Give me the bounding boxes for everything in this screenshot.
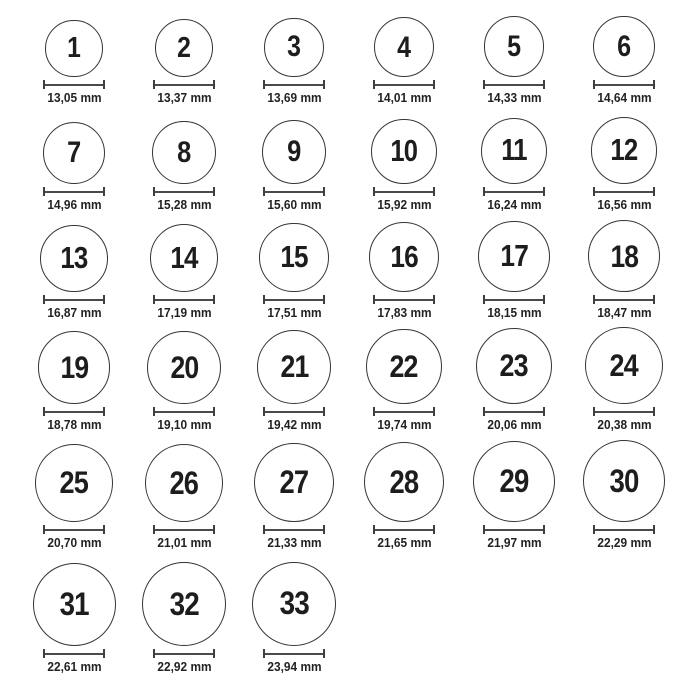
diameter-label: 19,10 mm	[156, 418, 212, 433]
ring-size-item	[349, 17, 459, 106]
ring-circle	[478, 221, 549, 292]
ring-size-item	[129, 121, 239, 213]
diameter-label: 22,61 mm	[46, 660, 102, 675]
ring-size-item	[239, 443, 349, 551]
diameter-measure-line	[593, 295, 655, 304]
ring-size-item	[569, 440, 679, 551]
size-row	[19, 106, 679, 213]
diameter-measure-line	[593, 80, 655, 89]
ring-size-number: 24	[609, 346, 639, 383]
ring-circle	[366, 329, 441, 404]
measure-bar	[265, 84, 323, 86]
diameter-label: 17,51 mm	[266, 306, 322, 321]
ring-size-number: 29	[499, 463, 529, 500]
diameter-measure-line	[263, 295, 325, 304]
measure-bar	[265, 653, 323, 655]
diameter-measure-line	[43, 407, 105, 416]
measure-bar	[485, 529, 543, 531]
ring-size-item	[459, 118, 569, 213]
diameter-label: 23,94 mm	[266, 660, 322, 675]
diameter-label: 22,29 mm	[596, 536, 652, 551]
ring-size-item	[129, 224, 239, 321]
size-row	[19, 213, 679, 321]
ring-size-number: 13	[60, 241, 88, 276]
ring-size-number: 28	[389, 463, 419, 500]
ring-size-item	[129, 331, 239, 433]
ring-circle	[585, 327, 662, 404]
ring-size-number: 19	[60, 350, 88, 386]
measure-bar	[375, 191, 433, 193]
size-row	[19, 551, 679, 675]
ring-circle	[38, 331, 111, 404]
diameter-label: 17,19 mm	[156, 306, 212, 321]
ring-circle	[35, 444, 113, 522]
ring-circle	[374, 17, 434, 77]
ring-size-number: 22	[389, 347, 419, 384]
ring-circle	[481, 118, 547, 184]
ring-size-item	[569, 16, 679, 107]
size-row	[19, 321, 679, 433]
ring-circle	[583, 440, 665, 522]
diameter-measure-line	[263, 407, 325, 416]
ring-size-number: 10	[390, 134, 418, 168]
ring-circle	[473, 441, 554, 522]
ring-size-item	[129, 19, 239, 106]
diameter-label: 14,64 mm	[596, 91, 652, 106]
ring-size-item	[349, 442, 459, 551]
diameter-measure-line	[483, 80, 545, 89]
ring-circle	[147, 331, 221, 405]
ring-size-number: 18	[610, 238, 638, 274]
diameter-label: 19,74 mm	[376, 418, 432, 433]
ring-size-number: 7	[67, 136, 81, 170]
ring-size-item	[239, 562, 349, 675]
measure-bar	[45, 653, 103, 655]
ring-size-item	[459, 328, 569, 433]
ring-circle	[155, 19, 213, 77]
measure-bar	[265, 299, 323, 301]
diameter-measure-line	[263, 80, 325, 89]
size-row	[19, 433, 679, 551]
ring-size-number: 32	[169, 584, 199, 622]
ring-size-item	[239, 120, 349, 213]
diameter-measure-line	[153, 80, 215, 89]
ring-size-number: 17	[500, 238, 528, 274]
diameter-measure-line	[483, 187, 545, 196]
ring-circle	[152, 121, 215, 184]
measure-bar	[45, 411, 103, 413]
ring-size-number: 21	[280, 349, 308, 385]
ring-circle	[369, 222, 439, 292]
diameter-label: 15,60 mm	[266, 198, 322, 213]
diameter-measure-line	[483, 525, 545, 534]
diameter-label: 13,69 mm	[266, 91, 322, 106]
diameter-measure-line	[43, 295, 105, 304]
diameter-measure-line	[373, 80, 435, 89]
measure-bar	[375, 411, 433, 413]
ring-circle	[145, 444, 224, 523]
diameter-measure-line	[373, 187, 435, 196]
diameter-label: 20,06 mm	[486, 418, 542, 433]
ring-size-number: 14	[170, 240, 198, 275]
diameter-measure-line	[153, 187, 215, 196]
ring-size-item	[19, 444, 129, 551]
diameter-measure-line	[153, 295, 215, 304]
ring-size-item	[19, 122, 129, 213]
diameter-measure-line	[153, 407, 215, 416]
diameter-label: 14,33 mm	[486, 91, 542, 106]
measure-bar	[595, 191, 653, 193]
ring-size-item	[239, 330, 349, 433]
measure-bar	[485, 191, 543, 193]
diameter-measure-line	[373, 407, 435, 416]
diameter-measure-line	[43, 187, 105, 196]
diameter-measure-line	[483, 407, 545, 416]
ring-size-item	[19, 20, 129, 106]
measure-bar	[485, 84, 543, 86]
diameter-measure-line	[263, 525, 325, 534]
measure-bar	[45, 529, 103, 531]
ring-size-number: 31	[59, 585, 89, 623]
diameter-measure-line	[593, 525, 655, 534]
diameter-measure-line	[373, 295, 435, 304]
measure-bar	[265, 529, 323, 531]
measure-bar	[375, 529, 433, 531]
ring-size-item	[459, 16, 569, 106]
diameter-measure-line	[483, 295, 545, 304]
measure-bar	[595, 529, 653, 531]
ring-circle	[262, 120, 326, 184]
diameter-label: 21,01 mm	[156, 536, 212, 551]
diameter-label: 22,92 mm	[156, 660, 212, 675]
ring-size-item	[239, 18, 349, 106]
ring-circle	[43, 122, 106, 185]
measure-bar	[155, 191, 213, 193]
size-row	[19, 0, 679, 106]
diameter-label: 21,65 mm	[376, 536, 432, 551]
diameter-measure-line	[43, 649, 105, 658]
ring-size-item	[19, 563, 129, 675]
diameter-measure-line	[263, 187, 325, 196]
measure-bar	[45, 191, 103, 193]
measure-bar	[45, 299, 103, 301]
diameter-label: 18,78 mm	[46, 418, 102, 433]
ring-circle	[593, 16, 655, 78]
ring-size-item	[129, 562, 239, 675]
diameter-measure-line	[263, 649, 325, 658]
diameter-label: 20,70 mm	[46, 536, 102, 551]
measure-bar	[595, 299, 653, 301]
diameter-label: 20,38 mm	[596, 418, 652, 433]
ring-circle	[150, 224, 219, 293]
diameter-label: 15,28 mm	[156, 198, 212, 213]
ring-size-number: 11	[501, 134, 527, 168]
diameter-label: 19,42 mm	[266, 418, 322, 433]
ring-size-number: 30	[609, 462, 639, 499]
ring-size-number: 16	[390, 238, 418, 274]
ring-circle	[259, 223, 328, 292]
ring-circle	[591, 117, 658, 184]
ring-size-item	[129, 444, 239, 552]
diameter-label: 15,92 mm	[376, 198, 432, 213]
ring-size-item	[569, 327, 679, 433]
ring-size-number: 25	[59, 464, 89, 501]
measure-bar	[485, 411, 543, 413]
ring-size-item	[459, 441, 569, 551]
ring-circle	[142, 562, 226, 646]
ring-size-item	[19, 225, 129, 321]
ring-size-number: 4	[397, 30, 411, 64]
ring-circle	[476, 328, 552, 404]
ring-size-item	[569, 117, 679, 213]
ring-size-item	[239, 223, 349, 321]
diameter-label: 13,37 mm	[156, 91, 212, 106]
ring-size-number: 1	[67, 32, 81, 64]
ring-circle	[484, 16, 545, 77]
measure-bar	[485, 299, 543, 301]
ring-size-number: 8	[177, 135, 191, 169]
diameter-label: 16,87 mm	[46, 306, 102, 321]
ring-size-item	[349, 222, 459, 321]
ring-circle	[264, 18, 323, 77]
ring-size-item	[349, 119, 459, 213]
diameter-label: 14,01 mm	[376, 91, 432, 106]
measure-bar	[155, 299, 213, 301]
measure-bar	[595, 411, 653, 413]
ring-circle	[371, 119, 436, 184]
ring-size-number: 9	[287, 135, 301, 169]
ring-circle	[364, 442, 444, 522]
measure-bar	[375, 299, 433, 301]
measure-bar	[265, 411, 323, 413]
ring-size-number: 2	[177, 31, 191, 64]
diameter-label: 18,47 mm	[596, 306, 652, 321]
ring-circle	[252, 562, 337, 647]
ring-size-item	[19, 331, 129, 433]
ring-circle	[588, 220, 660, 292]
diameter-label: 14,96 mm	[46, 198, 102, 213]
diameter-label: 16,24 mm	[486, 198, 542, 213]
diameter-label: 16,56 mm	[596, 198, 652, 213]
ring-size-number: 33	[279, 584, 309, 622]
diameter-measure-line	[43, 80, 105, 89]
diameter-label: 13,05 mm	[46, 91, 102, 106]
ring-size-number: 3	[287, 31, 301, 64]
diameter-measure-line	[153, 649, 215, 658]
diameter-measure-line	[373, 525, 435, 534]
ring-circle	[33, 563, 116, 646]
measure-bar	[595, 84, 653, 86]
ring-size-number: 6	[617, 29, 631, 63]
ring-size-number: 15	[280, 239, 308, 275]
ring-size-item	[569, 220, 679, 321]
ring-size-number: 23	[499, 347, 529, 384]
ring-circle	[257, 330, 332, 405]
diameter-measure-line	[593, 187, 655, 196]
measure-bar	[155, 653, 213, 655]
ring-size-number: 27	[279, 464, 309, 501]
measure-bar	[265, 191, 323, 193]
diameter-label: 17,83 mm	[376, 306, 432, 321]
ring-circle	[254, 443, 334, 523]
measure-bar	[155, 411, 213, 413]
ring-size-item	[459, 221, 569, 321]
diameter-measure-line	[153, 525, 215, 534]
ring-size-number: 12	[610, 133, 638, 167]
measure-bar	[45, 84, 103, 86]
diameter-label: 18,15 mm	[486, 306, 542, 321]
ring-size-number: 26	[169, 464, 199, 501]
ring-circle	[45, 20, 103, 78]
ring-size-number: 20	[170, 349, 198, 385]
measure-bar	[155, 84, 213, 86]
ring-size-item	[349, 329, 459, 433]
diameter-label: 21,97 mm	[486, 536, 542, 551]
measure-bar	[155, 529, 213, 531]
ring-size-number: 5	[507, 30, 521, 64]
ring-circle	[40, 225, 108, 293]
diameter-measure-line	[593, 407, 655, 416]
measure-bar	[375, 84, 433, 86]
diameter-label: 21,33 mm	[266, 536, 322, 551]
diameter-measure-line	[43, 525, 105, 534]
